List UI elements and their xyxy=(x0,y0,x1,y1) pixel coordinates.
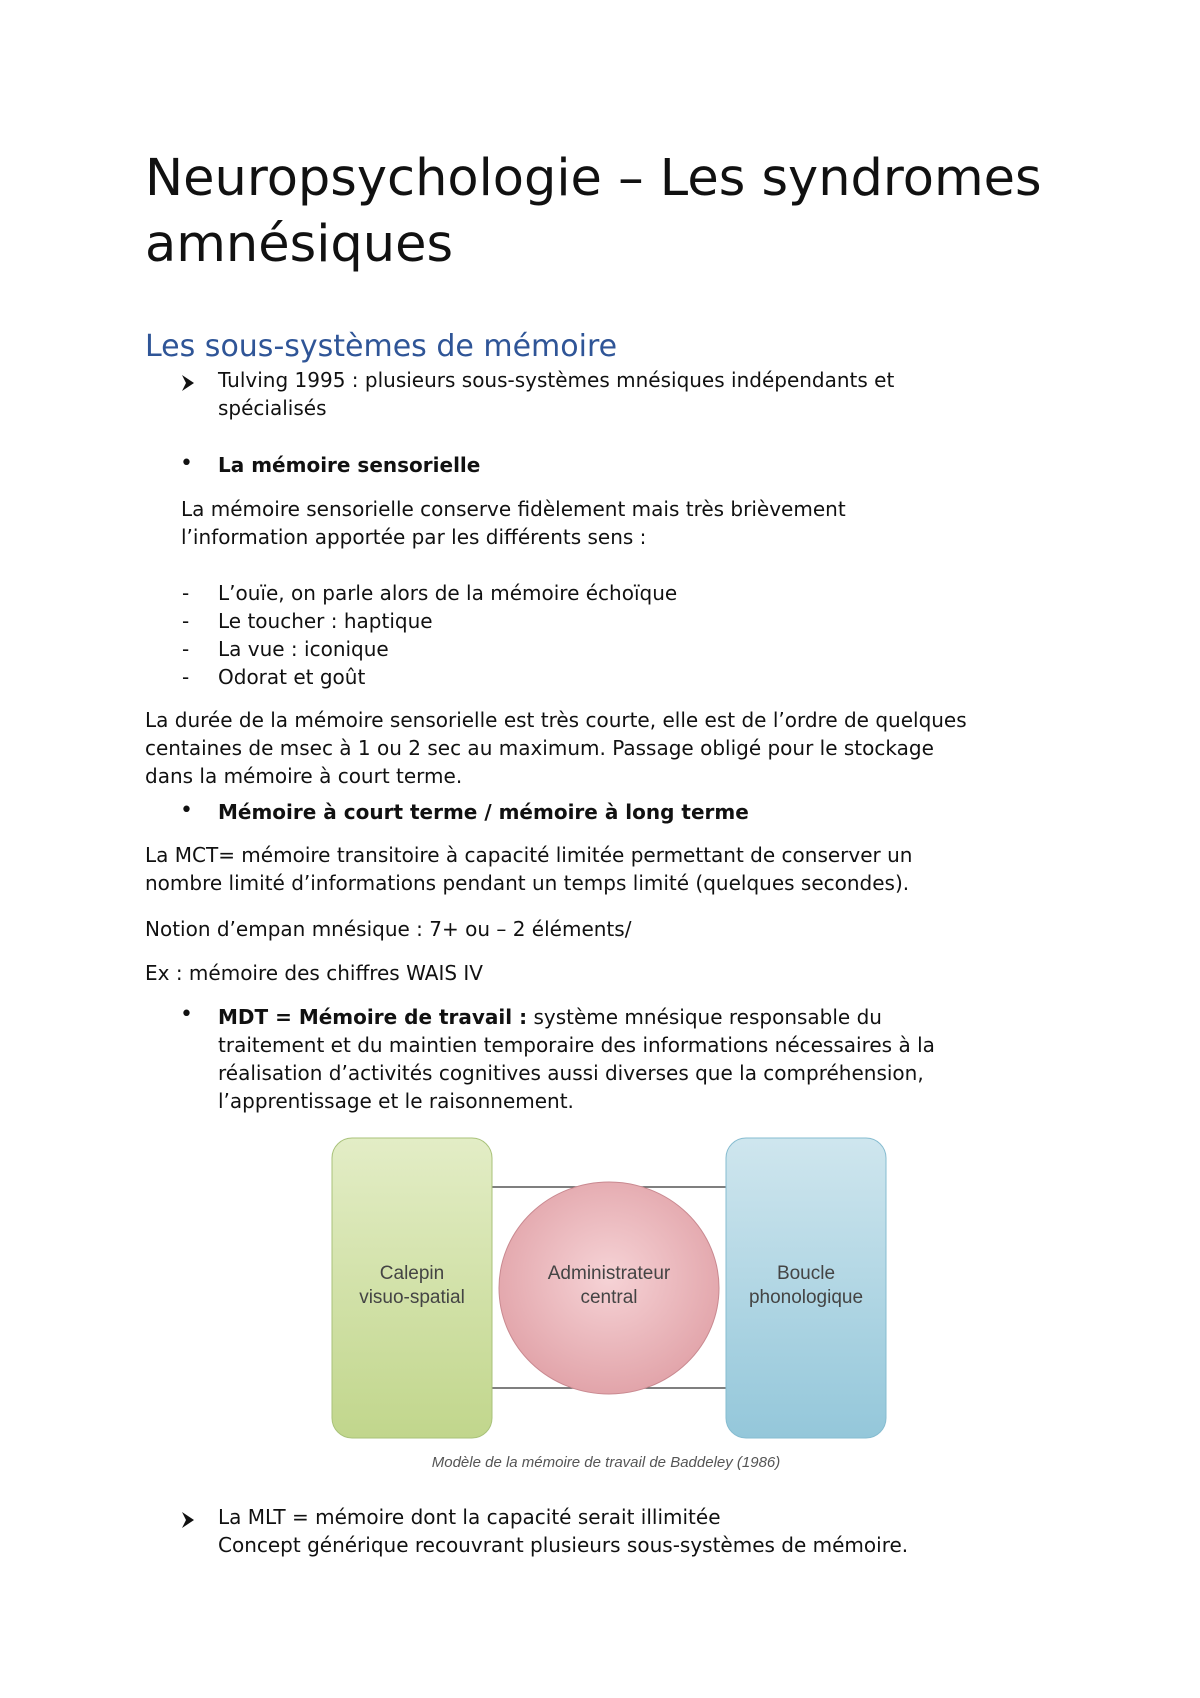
sensory-intro-line2: l’information apportée par les différents sens : xyxy=(181,525,647,549)
duration-line3: dans la mémoire à court terme. xyxy=(145,764,463,788)
sense-item: Odorat et goût xyxy=(218,665,366,689)
sensory-intro-line1: La mémoire sensorielle conserve fidèlement mais très brièvement xyxy=(181,497,846,521)
left-label-line2: visuo-spatial xyxy=(359,1287,465,1308)
arrow-bullet-icon xyxy=(181,1508,195,1536)
mlt-line2: Concept générique recouvrant plusieurs sous-systèmes de mémoire. xyxy=(218,1533,909,1557)
mdt-line3: réalisation d’activités cognitives aussi diverses que la compréhension, xyxy=(218,1061,924,1085)
document-title: Neuropsychologie – Les syndromes amnésiques xyxy=(145,149,1042,274)
sense-item: L’ouïe, on parle alors de la mémoire échoïque xyxy=(218,581,678,605)
right-label-line1: Boucle xyxy=(776,1263,836,1284)
mdt-line1 xyxy=(218,1003,882,1031)
tulving-line2: spécialisés xyxy=(218,396,327,420)
baddeley-diagram xyxy=(330,1130,890,1470)
tulving-line1: Tulving 1995 : plusieurs sous-systèmes mnésiques indépendants et xyxy=(218,368,895,392)
mct-def-line2: nombre limité d’informations pendant un temps limité (quelques secondes). xyxy=(145,871,910,895)
example-text: Ex : mémoire des chiffres WAIS IV xyxy=(145,961,483,985)
dot-bullet-icon: • xyxy=(180,451,193,476)
diagram-caption: Modèle de la mémoire de travail de Baddeley (1986) xyxy=(431,1454,781,1470)
right-label-line2: phonologique xyxy=(748,1287,864,1308)
duration-line1: La durée de la mémoire sensorielle est très courte, elle est de l’ordre de quelques xyxy=(145,708,967,732)
dash-bullet-icon: - xyxy=(182,637,190,661)
sense-item: La vue : iconique xyxy=(218,637,389,661)
dot-bullet-icon: • xyxy=(180,798,193,823)
dash-bullet-icon: - xyxy=(182,581,190,605)
mdt-line1-rest: système mnésique responsable du xyxy=(527,1005,882,1029)
center-label-line1: Administrateur xyxy=(547,1263,671,1284)
empan-text: Notion d’empan mnésique : 7+ ou – 2 éléments/ xyxy=(145,917,632,941)
dash-bullet-icon: - xyxy=(182,665,190,689)
mct-def-line1: La MCT= mémoire transitoire à capacité limitée permettant de conserver un xyxy=(145,843,913,867)
mdt-heading: MDT = Mémoire de travail : xyxy=(218,1005,528,1029)
left-label-line1: Calepin xyxy=(379,1263,445,1284)
sensory-heading: La mémoire sensorielle xyxy=(218,453,481,477)
dot-bullet-icon: • xyxy=(180,1002,193,1027)
dash-bullet-icon: - xyxy=(182,609,190,633)
center-label-line2: central xyxy=(580,1287,638,1308)
sense-item: Le toucher : haptique xyxy=(218,609,433,633)
duration-line2: centaines de msec à 1 ou 2 sec au maximum. Passage obligé pour le stockage xyxy=(145,736,934,760)
mlt-line1: La MLT = mémoire dont la capacité serait illimitée xyxy=(218,1505,721,1529)
mct-heading: Mémoire à court terme / mémoire à long terme xyxy=(218,800,749,824)
mdt-line2: traitement et du maintien temporaire des informations nécessaires à la xyxy=(218,1033,935,1057)
mdt-line4: l’apprentissage et le raisonnement. xyxy=(218,1089,574,1113)
arrow-bullet-icon xyxy=(181,371,195,399)
section-heading: Les sous-systèmes de mémoire xyxy=(145,329,618,364)
